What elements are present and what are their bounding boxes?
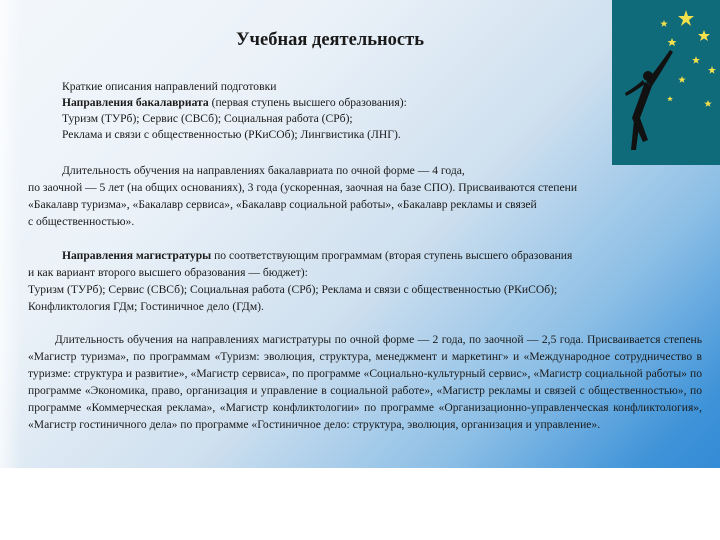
master-heading-bold: Направления магистратуры (62, 249, 212, 262)
master-programs-line2: Конфликтология ГДм; Гостиничное дело (ГДм). (28, 300, 264, 313)
bachelor-heading (62, 95, 407, 111)
bachelor-heading-bold: Направления бакалавриата (62, 96, 209, 109)
master-heading-rest: по соответствующим программам (вторая ступень высшего образования (211, 249, 573, 262)
bachelor-heading-rest: (первая ступень высшего образования): (208, 96, 407, 109)
section-subtitle: Краткие описания направлений подготовки (62, 80, 277, 93)
master-line1: и как вариант второго высшего образования — бюджет): (28, 266, 308, 279)
bachelor-duration-line1: Длительность обучения на направлениях бакалавриата по очной форме — 4 года, (62, 164, 465, 177)
bachelor-duration-line3: «Бакалавр туризма», «Бакалавр сервиса», «Бакалавр социальной работы», «Бакалавр рекламы и связей (28, 198, 537, 211)
master-heading (62, 248, 572, 264)
master-duration-paragraph: Длительность обучения на направлениях магистратуры по очной форме — 2 года, по заочной — 2,5 года. Присваивается степень «Магистр туризма», по программам «Туризм: эволюция, структура, менеджмент и маркетинг» и «Международное сотрудничество в туризме: структура и развитие», «Магистр сервиса», по программе «Социально-культурный сервис», «Магистр социальной работы» по программе «Экономика, право, организация и управление в социальной работе», «Магистр рекламы и связей с общественностью», по программе «Коммерческая реклама», «Магистр конфликтологии» по программе «Организационно-управленческая конфликтология», «Магистр гостиничного дела» по программе «Гостиничное дело: структура, эволюция, организация и управление». (28, 333, 705, 431)
bachelor-duration-line4: с общественностью». (28, 215, 135, 228)
page-title: Учебная деятельность (235, 30, 425, 50)
bottom-white-band (0, 468, 720, 540)
left-edge-shade (0, 0, 22, 468)
bachelor-programs-line2: Реклама и связи с общественностью (РКиСОб); Лингвистика (ЛНГ). (62, 128, 401, 141)
bachelor-programs-line1: Туризм (ТУРб); Сервис (СВСб); Социальная работа (СРб); (62, 112, 353, 125)
master-programs-line1: Туризм (ТУРб); Сервис (СВСб); Социальная работа (СРб); Реклама и связи с общественностью (РКиСОб); (28, 283, 558, 296)
reaching-figure-logo-icon (612, 0, 720, 165)
bachelor-duration-line2: по заочной — 5 лет (на общих основаниях), 3 года (ускоренная, заочная на базе СПО). Присваиваются степени (28, 181, 578, 194)
